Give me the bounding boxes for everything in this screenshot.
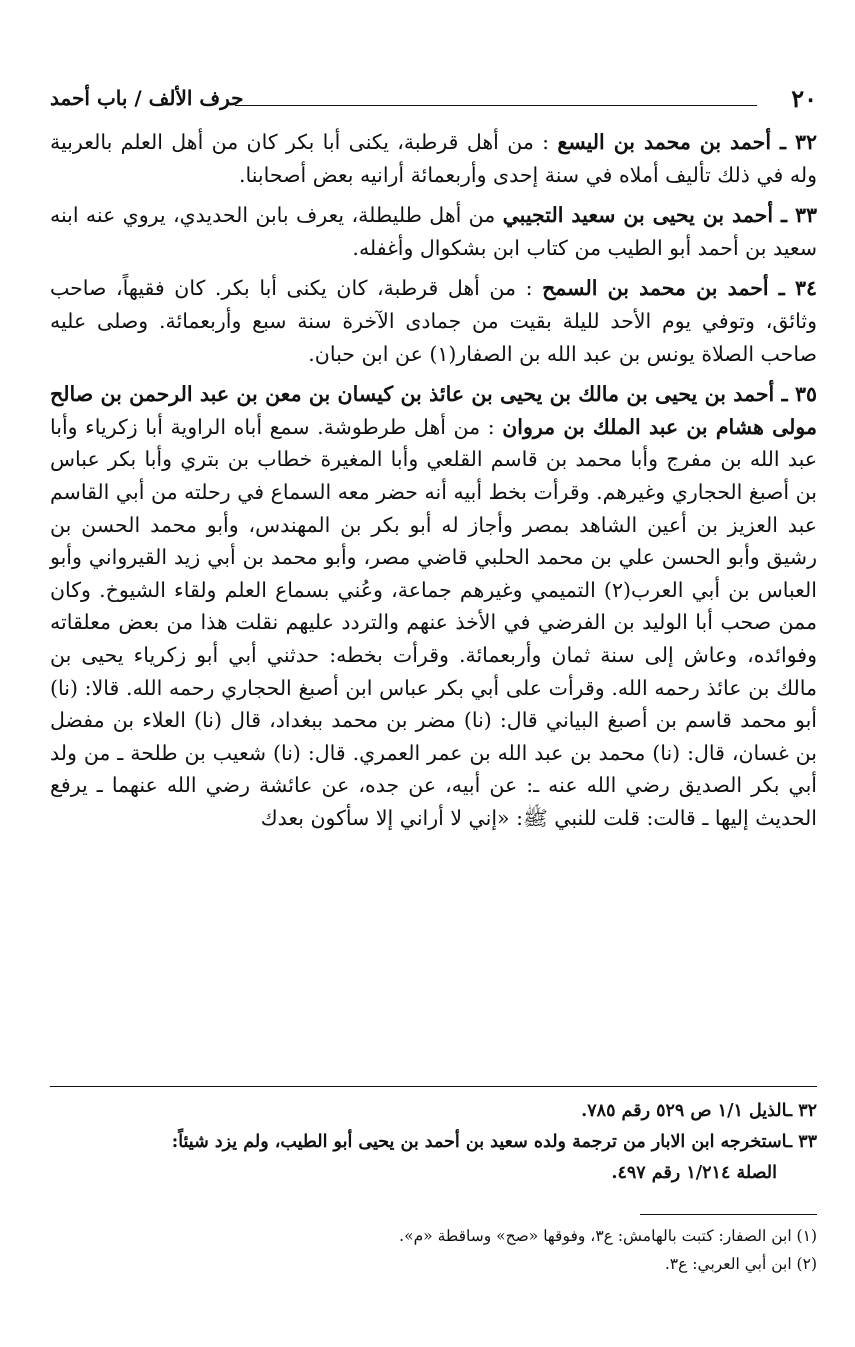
reference-32 — [50, 1096, 817, 1127]
reference-label: ٣٢ ـ — [786, 1101, 817, 1121]
references — [50, 1096, 817, 1189]
footnotes — [50, 1222, 817, 1278]
entry-heading: ٣٢ ـ أحمد بن محمد بن اليسع — [557, 130, 817, 154]
page-number: ٢٠ — [791, 84, 817, 113]
reference-text: الذيل ١/١ ص ٥٢٩ رقم ٧٨٥. — [581, 1101, 787, 1121]
entry-35 — [50, 378, 817, 834]
entry-text: من أهل طليطلة، يعرف بابن الحديدي، يروي عنه ابنه سعيد بن أحمد أبو الطيب من كتاب ابن بشكوال وأغفله. — [50, 203, 817, 260]
footnotes-rule — [640, 1214, 817, 1215]
entry-heading: ٣٣ ـ أحمد بن يحيى بن سعيد التجيبي — [502, 203, 817, 228]
entry-text: : من أهل طرطوشة. سمع أباه الراوية أبا زكرياء وأبا عبد الله بن مفرج وأبا محمد بن قاسم القلعي وأبا المغيرة خطاب بن بتري وأبا بكر عباس بن أصبغ الحجاري وغيرهم. وقرأت بخط أبيه أنه حضر معه السماع في رحلته من أبي القاسم عبد العزيز بن أعين الشاهد بمصر وأجاز له أبو بكر بن المهندس، وأبو محمد الحسن بن رشيق وأبو الحسن علي بن محمد الحلبي قاضي مصر، وأبو محمد بن أبي زيد القيرواني وأبو العباس بن أبي العرب(٢) التميمي وغيرهم جماعة، وعُني بسماع العلم ولقاء الشيوخ. وكان ممن صحب أبا الوليد بن الفرضي في الأخذ عنهم والتردد عليهم نقلت هذا من بعض معلقاته وفوائده، وعاش إلى سنة ثمان وأربعمائة. وقرأت بخطه: حدثني أبي أبو زكرياء يحيى بن مالك بن عائذ رحمه الله. وقرأت على أبي بكر عباس ابن أصبغ الحجاري رحمه الله. قالا: (نا) أبو محمد قاسم بن أصبغ البياني قال: (نا) مضر بن محمد ببغداد، قال (نا) العلاء بن مفضل بن غسان، قال: (نا) محمد بن عبد الله بن عمر العمري. قال: (نا) شعيب بن طلحة ـ من ولد أبي بكر الصديق رضي الله عنه ـ: عن أبيه، عن جده، عن عائشة رضي الله عنهما ـ يرفع الحديث إليها ـ قالت: قلت للنبي ﷺ: «إني لا أراني إلا سأكون بعدك — [50, 414, 817, 830]
entry-text: : من أهل قرطبة، يكنى أبا بكر كان من أهل العلم بالعربية وله في ذلك تأليف أملاه في سنة إحدى وأربعمائة أرانيه بعض أصحابنا. — [50, 130, 817, 187]
entry-heading: ٣٥ ـ أحمد بن يحيى بن مالك بن يحيى بن عائذ بن كيسان بن معن بن عبد الرحمن بن صالح مولى هشام بن عبد الملك بن مروان — [50, 382, 817, 439]
footnote-2: (٢) ابن أبي العربي: ع٣. — [664, 1255, 817, 1273]
running-title: حرف الألف / باب أحمد — [50, 86, 244, 110]
entry-34 — [50, 272, 817, 370]
entry-heading: ٣٤ ـ أحمد بن محمد بن السمح — [542, 276, 818, 301]
page-header — [50, 84, 817, 114]
references-rule — [50, 1086, 817, 1087]
header-rule — [235, 105, 757, 106]
reference-33-continuation: الصلة ١/٢١٤ رقم ٤٩٧. — [611, 1163, 777, 1183]
main-text — [50, 126, 817, 834]
footnote-1: (١) ابن الصفار: كتبت بالهامش: ع٣، وفوقها «صح» وساقطة «م». — [399, 1227, 817, 1245]
reference-label: ٣٣ ـ — [786, 1132, 817, 1152]
entry-text: : من أهل قرطبة، كان يكنى أبا بكر. كان فقيهاً، صاحب وثائق، وتوفي يوم الأحد لليلة بقيت من جمادى الآخرة سنة سبع وأربعمائة. وصلى عليه صاحب الصلاة يونس بن عبد الله بن الصفار(١) عن ابن حبان. — [50, 276, 817, 366]
entry-32 — [50, 126, 817, 191]
reference-33 — [50, 1127, 817, 1158]
entry-33 — [50, 199, 817, 264]
reference-text: استخرجه ابن الابار من ترجمة ولده سعيد بن أحمد بن يحيى أبو الطيب، ولم يزد شيئاً: — [171, 1132, 787, 1152]
